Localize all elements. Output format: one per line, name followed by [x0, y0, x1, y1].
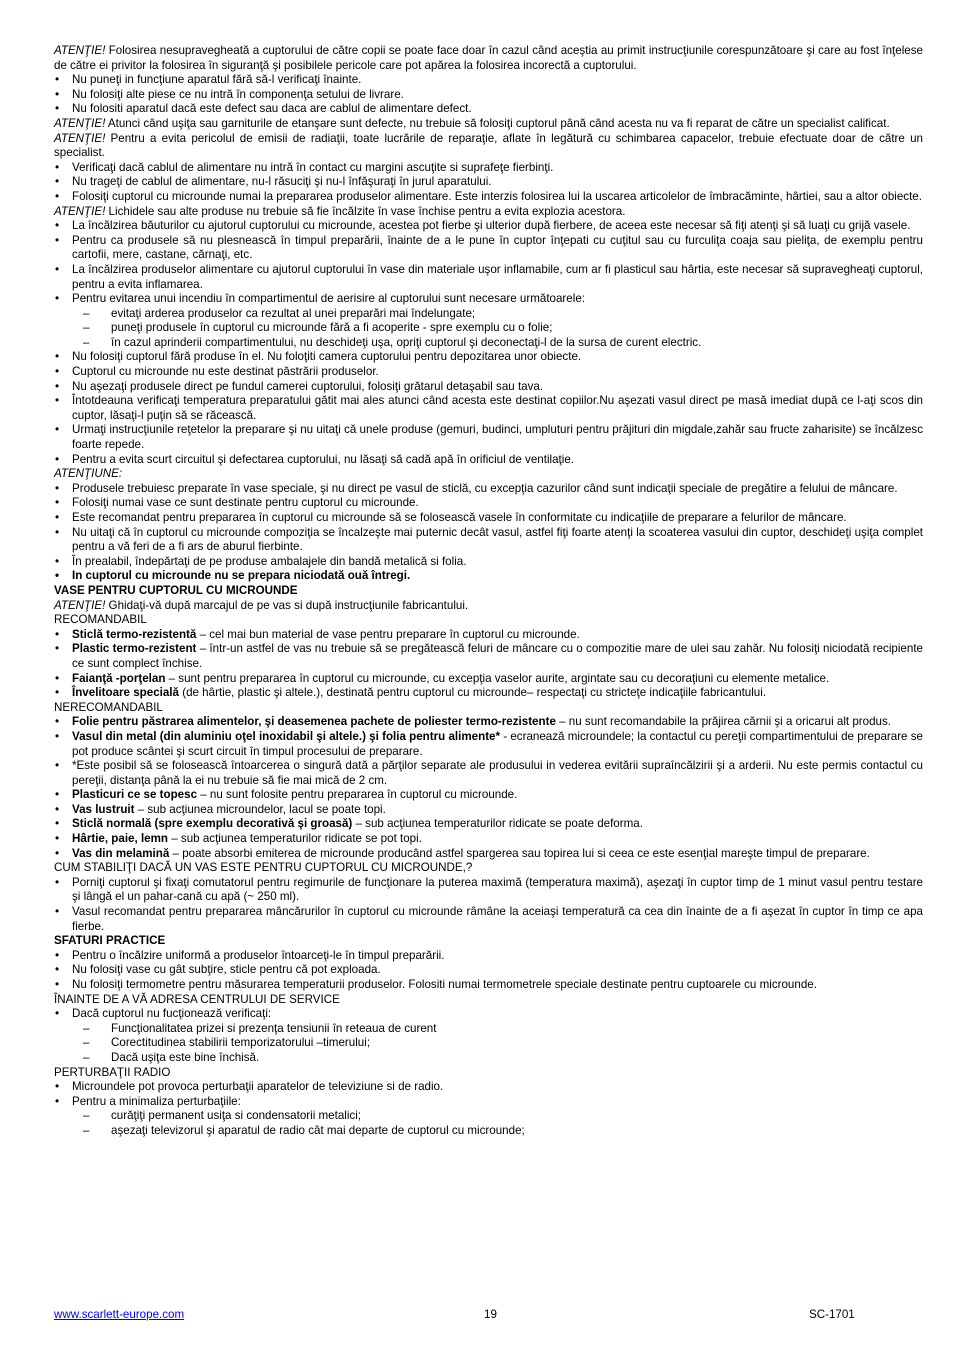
term: Folie pentru păstrarea alimentelor, şi deasemenea pachete de poliester termo-rezistente: [72, 715, 556, 729]
warning-text: Atunci când uşiţa sau garniturile de etanşare sunt defecte, nu trebuie să folosiţi cuptorul până când acesta nu va fi reparat de către un specialist calificat.: [105, 116, 890, 130]
term-desc: – nu sunt folosite pentru prepararea în cuptorul cu microunde.: [197, 788, 518, 802]
list-item: • Nu folositi aparatul dacă este defect sau daca are cablul de alimentare defect.: [54, 102, 923, 117]
term: Faianţă -porţelan: [72, 671, 166, 685]
warning-paragraph: [54, 117, 923, 132]
list-item: [54, 715, 923, 730]
attention-heading: ATENŢIUNE:: [54, 467, 123, 481]
bullet-list: [54, 350, 923, 467]
list-item: • Nu trageţi de cablul de alimentare, nu-l răsuciţi şi nu-l înfăşuraţi în jurul aparatului.: [54, 175, 923, 190]
list-item: • Folosiţi cuptorul cu microunde numai la prepararea produselor alimentare. Este interzis folosirea lui la uscarea articolelor de îmbracăminte, hârtiei, sau a altor obiecte.: [54, 190, 923, 205]
warning-text: Folosirea nesupravegheată a cuptorului de către copii se poate face doar în cazul când aceştia au primit instrucţiunile corespunzătoare şi care au fost înţelese de către ei privitor la folosirea în siguranţă şi posibilele pericole care pot apărea la folosirea incorectă a cuptorului.: [54, 44, 923, 72]
list-item: • Cuptorul cu microunde nu este destinat păstrării produselor.: [54, 365, 923, 380]
list-item: • La încălzirea băuturilor cu ajutorul cuptorului cu microunde, acestea pot fierbe şi ulterior după fierbere, de aceea este necesar să fiţi atenţi şi să luaţi cu grijă vasele.: [54, 219, 923, 234]
bullet-list: [54, 715, 923, 861]
dash-list: [54, 307, 923, 351]
term: Plasticuri ce se topesc: [72, 788, 198, 802]
term-desc: – sub acţiunea temperaturilor ridicate se poate deforma.: [352, 817, 643, 831]
warning-text: Lichidele sau alte produse nu trebuie să fie încălzite în vase închise pentru a evita explozia acestora.: [105, 204, 626, 218]
list-item: • În prealabil, îndepărtaţi de pe produse ambalajele din bandă metalică si folia.: [54, 555, 923, 570]
dash-list: [54, 1109, 923, 1138]
term: Vasul din metal (din aluminiu oţel inoxidabil şi altele.) şi folia pentru alimente*: [72, 729, 501, 743]
term: Hârtie, paie, lemn: [72, 832, 169, 846]
list-item: • Pentru a evita scurt circuitul şi defectarea cuptorului, nu lăsaţi să cadă apă în orificiul de ventilaţie.: [54, 453, 923, 468]
section-heading: SFATURI PRACTICE: [54, 934, 166, 948]
dash-item: – Funcţionalitatea prizei si prezenţa tensiunii în reteaua de curent: [54, 1022, 923, 1037]
subheading: CUM STABILIŢI DACĂ UN VAS ESTE PENTRU CUPTORUL CU MICROUNDE,?: [54, 861, 473, 875]
warning-paragraph: [54, 132, 923, 161]
model-number: SC-1701: [809, 1308, 855, 1321]
subheading: ÎNAINTE DE A VĂ ADRESA CENTRULUI DE SERVICE: [54, 992, 340, 1006]
warning-paragraph: [54, 44, 923, 73]
bullet-list: [54, 73, 923, 117]
list-item: • Folosiţi numai vase ce sunt destinate pentru cuptorul cu microunde.: [54, 496, 923, 511]
list-item: • Nu uitaţi că în cuptorul cu microunde compoziţia se încalzeşte mai puternic decât vasul, astfel fiţi foarte atenţi la scoaterea vasului din cuptor, deschideţi uşiţa complet pentru a vă feri de a fi ars de aburul fierbinte.: [54, 526, 923, 555]
list-item: [54, 642, 923, 671]
dash-item: – curăţiţi permanent usiţa si condensatorii metalici;: [54, 1109, 923, 1124]
page-number: 19: [484, 1308, 497, 1321]
dash-item: – Dacă uşiţa este bine închisă.: [54, 1051, 923, 1066]
warning-label: ATENŢIE!: [54, 131, 106, 145]
dash-list: [54, 1022, 923, 1066]
term: Învelitoare specială: [72, 686, 179, 700]
warning-paragraph: [54, 205, 923, 220]
dash-item: – aşezaţi televizorul şi aparatul de radio cât mai departe de cuptorul cu microunde;: [54, 1124, 923, 1139]
subheading: PERTURBAŢII RADIO: [54, 1065, 171, 1079]
term-desc: – sub acţiunea temperaturilor ridicate se pot topi.: [168, 832, 422, 846]
list-item: [54, 628, 923, 643]
subheading: NERECOMANDABIL: [54, 700, 163, 714]
warning-label: ATENŢIE!: [54, 598, 106, 612]
bullet-list: [54, 949, 923, 993]
list-item: • Pentru a minimaliza perturbaţiile:: [54, 1095, 923, 1110]
dash-item: – în cazul aprinderii compartimentului, nu deschideţi uşa, opriţi cuptorul şi deconectaţi-l de la sursa de curent electric.: [54, 336, 923, 351]
warning-text: Pentru a evita pericolul de emisii de radiaţii, toate lucrările de reparaţie, aflate în legătură cu schimbarea capacelor, trebuie efectuate doar de către un specialist.: [54, 131, 923, 160]
list-item: • Nu folosiţi alte piese ce nu intră în componenţa setului de livrare.: [54, 88, 923, 103]
term-desc: *Este posibil să se folosească întoarcerea o singură dată a părţilor separate ale produsului in vederea evitării supraîncălzirii şi a arderii. Nu este permis contactul cu pereţii, distanţa până la ei nu trebuie să fie mai mică de 2 cm.: [72, 759, 923, 787]
bullet-list: [54, 219, 923, 307]
term: Sticlă termo-rezistentă: [72, 627, 197, 641]
list-item: [54, 686, 923, 701]
term-desc: – într-un astfel de vas nu trebuie să se pregătească feluri de mâncare cu o compozitie mare de ulei sau zahăr. Nu folosiţi niciodată recipiente ce sunt complect închise.: [72, 642, 923, 670]
bullet-list: [54, 876, 923, 934]
bullet-list: [54, 482, 923, 584]
list-item: • Microundele pot provoca perturbaţii aparatelor de televiziune si de radio.: [54, 1080, 923, 1095]
list-item: • Nu folosiţi vase cu gât subţire, sticle pentru că pot exploada.: [54, 963, 923, 978]
list-item: • Este recomandat pentru prepararea în cuptorul cu microunde să se folosească vasele în conformitate cu indicaţiile de preparare a felurilor de mâncare.: [54, 511, 923, 526]
dash-item: – Corectitudinea stabilirii temporizatorului –timerului;: [54, 1036, 923, 1051]
section-heading: VASE PENTRU CUPTORUL CU MICROUNDE: [54, 583, 298, 597]
list-item: [54, 730, 923, 759]
page-footer: [54, 1308, 923, 1324]
warning-label: ATENŢIE!: [54, 116, 106, 130]
term-desc: (de hârtie, plastic şi altele.), destinată pentru cuptorul cu microunde– respectaţi cu stricteţe indicaţiile fabricantului.: [178, 686, 767, 700]
list-item: [54, 759, 923, 788]
list-item: • Vasul recomandat pentru prepararea mâncărurilor în cuptorul cu microunde râmâne la aceiaşi temperatură ca cea din înainte de a fi aşezat în cuptor în timp ce apa fierbe.: [54, 905, 923, 934]
bullet-list: [54, 1080, 923, 1109]
term-desc: – sub acţiunea microundelor, lacul se poate topi.: [134, 802, 386, 816]
warning-label: ATENŢIE!: [54, 44, 106, 57]
list-item: • Porniţi cuptorul şi fixaţi comutatorul pentru regimurile de funcţionare la puterea maximă (temperatura maximă), aşezaţi în cuptor timp de 1 minut vasul pentru testare şi lângă el un pahar-cană cu apă (~ 250 ml).: [54, 876, 923, 905]
list-item: • Pentru o încălzire uniformă a produselor întoarceţi-le în timpul preparării.: [54, 949, 923, 964]
list-item: [54, 788, 923, 803]
term-desc: – sunt pentru prepararea în cuptorul cu microunde, cu excepţia vaselor aurite, argintate sau cu decoraţiuni cu elemente metalice.: [165, 671, 830, 685]
list-item: • Dacă cuptorul nu fucţionează verificaţi:: [54, 1007, 923, 1022]
list-item: [54, 832, 923, 847]
list-item: [54, 672, 923, 687]
term: Vas din melamină: [72, 846, 170, 860]
term: Sticlă normală (spre exemplu decorativă şi groasă): [72, 817, 353, 831]
term-desc: – nu sunt recomandabile la prăjirea cărnii şi a oricarui alt produs.: [555, 715, 892, 729]
warning-text: Ghidaţi-vă după marcajul de pe vas si după instrucţiunile fabricantului.: [105, 598, 469, 612]
list-item: • Pentru evitarea unui incendiu în compartimentul de aerisire al cuptorului sunt necesare următoarele:: [54, 292, 923, 307]
bullet-list: [54, 1007, 923, 1022]
term-desc: – poate absorbi emiterea de microunde producând astfel spargerea sau topirea lui si ceea ce este esenţial mareşte timpul de preparare.: [169, 846, 870, 860]
list-item: • Nu puneţi in funcţiune aparatul fără să-l verificaţi înainte.: [54, 73, 923, 88]
list-item: • La încălzirea produselor alimentare cu ajutorul cuptorului în vase din materiale uşor inflamabile, cum ar fi plasticul sau hârtia, este necesar să supravegheaţi cuptorul, pentru a evita inflamarea.: [54, 263, 923, 292]
list-item-bold: • In cuptorul cu microunde nu se prepara niciodată ouă întregi.: [54, 569, 923, 584]
term: Plastic termo-rezistent: [72, 642, 197, 656]
term-desc: – cel mai bun material de vase pentru preparare în cuptorul cu microunde.: [196, 627, 580, 641]
list-item: • Verificaţi dacă cablul de alimentare nu intră în contact cu margini ascuţite si suprafeţe fierbinţi.: [54, 161, 923, 176]
term-desc: - ecranează microundele; la contactul cu pereţii compartimentului de preparare se pot produce scântei şi scurt circuit în timpul procesului de preparare.: [72, 729, 923, 758]
bullet-list: [54, 628, 923, 701]
list-item: • Nu folosiţi cuptorul fără produse în el. Nu foloţiti camera cuptorului pentru depozitarea unor obiecte.: [54, 350, 923, 365]
list-item: • Nu aşezaţi produsele direct pe fundul camerei cuptorului, folosiţi grătarul detaşabil sau tava.: [54, 380, 923, 395]
dash-item: – puneţi produsele în cuptorul cu microunde fără a fi acoperite - spre exemplu cu o folie;: [54, 321, 923, 336]
list-item: • Nu folosiţi termometre pentru măsurarea temperaturii produselor. Folositi numai termometrele speciale destinate pentru cuptoarele cu microunde.: [54, 978, 923, 993]
list-item: • Pentru ca produsele să nu plesnească în timpul preparării, înainte de a le pune în cuptor înţepati cu cuţitul sau cu furculiţa coaja sau pieliţa, de exemplu pentru cartofii, mere, castane, cărnaţi, etc.: [54, 234, 923, 263]
dash-item: – evitaţi arderea produselor ca rezultat al unei preparări mai îndelungate;: [54, 307, 923, 322]
document-body: [54, 44, 923, 1139]
list-item: [54, 817, 923, 832]
list-item: • Urmaţi instrucţiunile reţetelor la preparare şi nu uitaţi că unele produse (gemuri, budinci, umpluturi pentru prăjituri din migdale,zahăr sau fructe zaharisite) se încălzesc foarte repede.: [54, 423, 923, 452]
website-link[interactable]: www.scarlett-europe.com: [54, 1308, 185, 1321]
bullet-list: [54, 161, 923, 205]
warning-paragraph: [54, 599, 923, 614]
list-item: • Întotdeauna verificaţi temperatura preparatului gătit mai ales atunci când acesta este destinat copiilor.Nu aşezati vasul direct pe masă imediat după ce l-aţi scos din cuptor, lăsaţi-l puţin să se răcească.: [54, 394, 923, 423]
subheading: RECOMANDABIL: [54, 613, 147, 627]
list-item: • Produsele trebuiesc preparate în vase speciale, şi nu direct pe vasul de sticlă, cu excepţia cazurilor când sunt indicaţii speciale de pregătire a felului de mâncare.: [54, 482, 923, 497]
list-item: [54, 847, 923, 862]
warning-label: ATENŢIE!: [54, 204, 106, 218]
list-item: [54, 803, 923, 818]
term: Vas lustruit: [72, 802, 135, 816]
